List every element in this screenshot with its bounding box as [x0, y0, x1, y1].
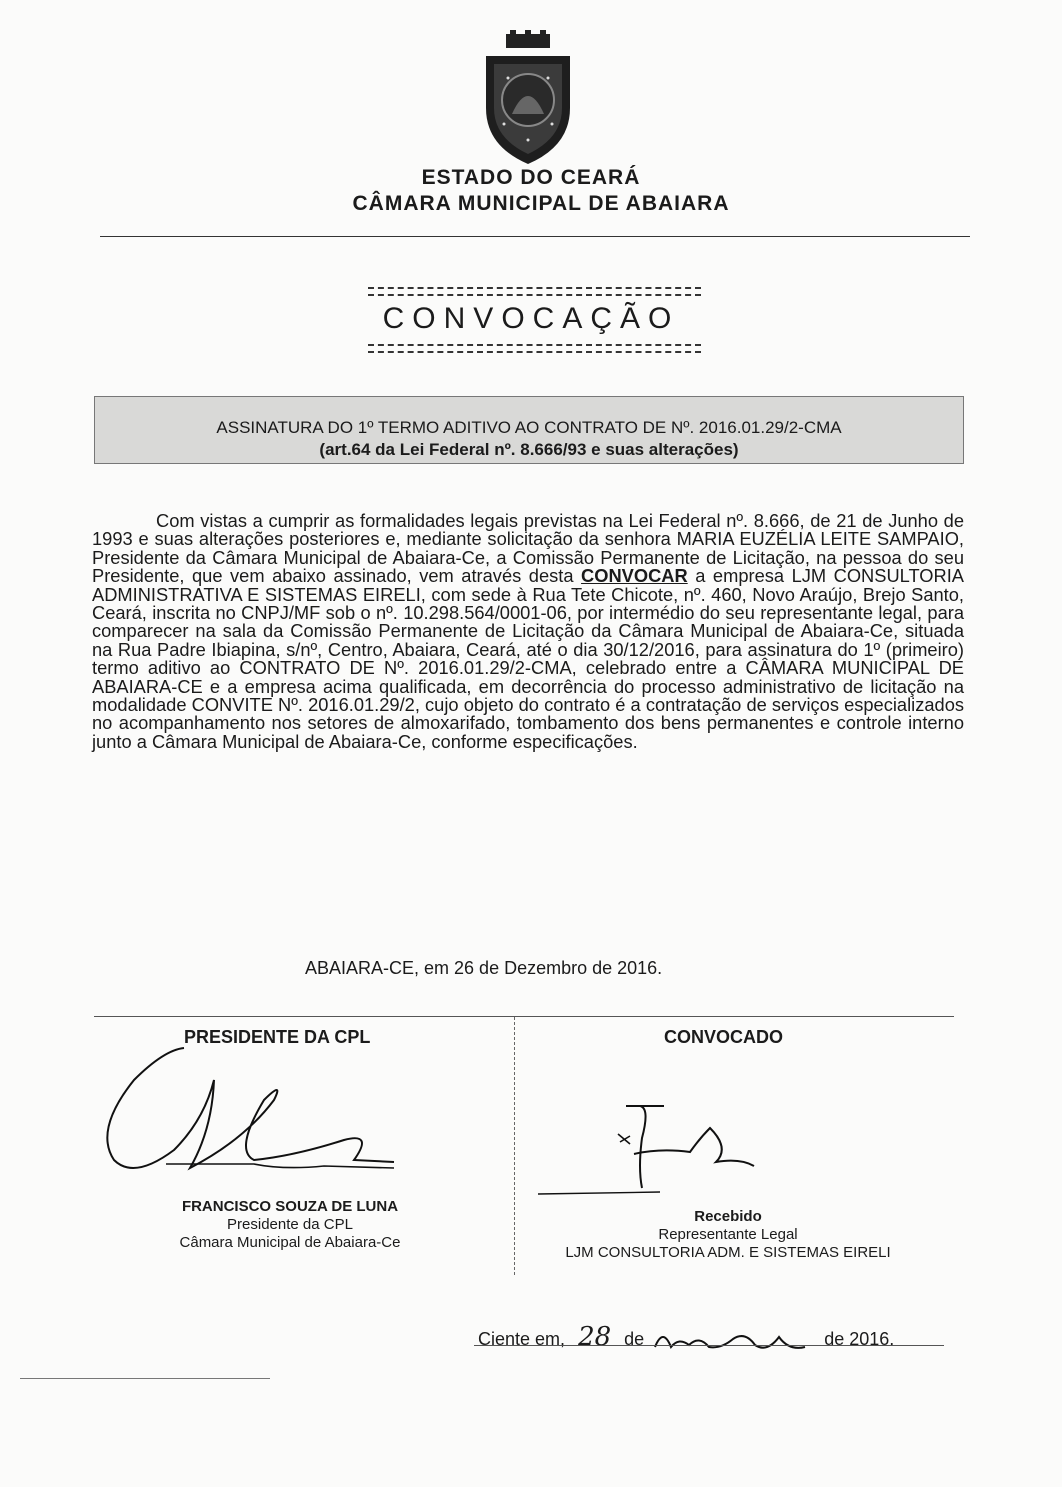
ciente-day: 28	[578, 1322, 612, 1352]
body-emphasis: CONVOCAR	[581, 565, 688, 587]
signature-divider	[514, 1017, 515, 1275]
left-signature-heading: PRESIDENTE DA CPL	[184, 1027, 371, 1047]
title-bottom-rule	[368, 344, 701, 353]
left-signatory-role: Presidente da CPL	[227, 1216, 353, 1233]
acknowledgement-line	[478, 1322, 894, 1357]
ciente-suffix: de 2016.	[824, 1329, 895, 1349]
right-signatory	[528, 1208, 928, 1262]
month-handwriting	[649, 1323, 819, 1357]
left-handwritten-signature	[94, 1040, 424, 1200]
dateline: ABAIARA-CE, em 26 de Dezembro de 2016.	[305, 958, 663, 978]
body-paragraph	[92, 512, 964, 751]
subject-line-2: (art.64 da Lei Federal nº. 8.666/93 e suas alterações)	[319, 440, 739, 459]
subject-line-1: ASSINATURA DO 1º TERMO ADITIVO AO CONTRATO DE Nº. 2016.01.29/2-CMA	[216, 418, 842, 437]
state-crest-icon	[478, 28, 578, 168]
left-signatory-org: Câmara Municipal de Abaiara-Ce	[179, 1234, 401, 1251]
state-heading: ESTADO DO CEARÁ	[421, 166, 641, 189]
acknowledgement-underline	[474, 1345, 944, 1346]
body-part-1: Com vistas a cumprir as formalidades legais previstas na Lei Federal nº. 8.666, de 21 de Junho de 1993 e suas alterações posteriores e, mediante solicitação da senhora MARIA EUZÉLIA LEITE SAMPAIO, Presidente da Câmara Municipal de Abaiara-Ce, a Comissão Permanente de Licitação, na pessoa do seu Presidente, que vem abaixo assinado, vem através desta	[92, 510, 964, 587]
ciente-prefix: Ciente em,	[478, 1329, 566, 1349]
right-signatory-role: Representante Legal	[658, 1226, 798, 1243]
right-handwritten-signature	[530, 1098, 830, 1198]
body-part-2: a empresa LJM CONSULTORIA ADMINISTRATIVA E SISTEMAS EIRELI, com sede à Rua Tete Chicote, nº. 460, Novo Araújo, Brejo Santo, Ceará, inscrita no CNPJ/MF sob o nº. 10.298.564/0001-06, por intermédio do seu representante legal, para comparecer na sala da Comissão Permanente de Licitação da Câmara Municipal de Abaiara-Ce, situada na Rua Padre Ibiapina, s/nº, Centro, Abaiara, Ceará, até o dia 30/12/2016, para assinatura do 1º (primeiro) termo aditivo ao CONTRATO DE Nº. 2016.01.29/2-CMA, celebrado entre a CÂMARA MUNICIPAL DE ABAIARA-CE e a empresa acima qualificada, em decorrência do processo administrativo de licitação na modalidade CONVITE Nº. 2016.01.29/2, cujo objeto do contrato é a contratação de serviços especializados no acompanhamento nos setores de almoxarifado, tombamento dos bens permanentes e controle interno junto a Câmara Municipal de Abaiara-Ce, conforme especificações.	[92, 565, 964, 752]
right-signature-heading: CONVOCADO	[664, 1027, 784, 1047]
subject-box	[94, 396, 964, 464]
footer-rule	[20, 1378, 270, 1379]
right-signatory-name: Recebido	[694, 1208, 762, 1225]
title-top-rule	[368, 287, 701, 296]
right-signatory-org: LJM CONSULTORIA ADM. E SISTEMAS EIRELI	[565, 1244, 891, 1261]
chamber-heading: CÂMARA MUNICIPAL DE ABAIARA	[352, 192, 730, 215]
document-title: CONVOCAÇÃO	[382, 302, 680, 335]
header-divider	[100, 236, 970, 237]
left-signatory	[150, 1198, 430, 1252]
ciente-de: de	[624, 1329, 645, 1349]
left-signatory-name: FRANCISCO SOUZA DE LUNA	[181, 1198, 399, 1215]
